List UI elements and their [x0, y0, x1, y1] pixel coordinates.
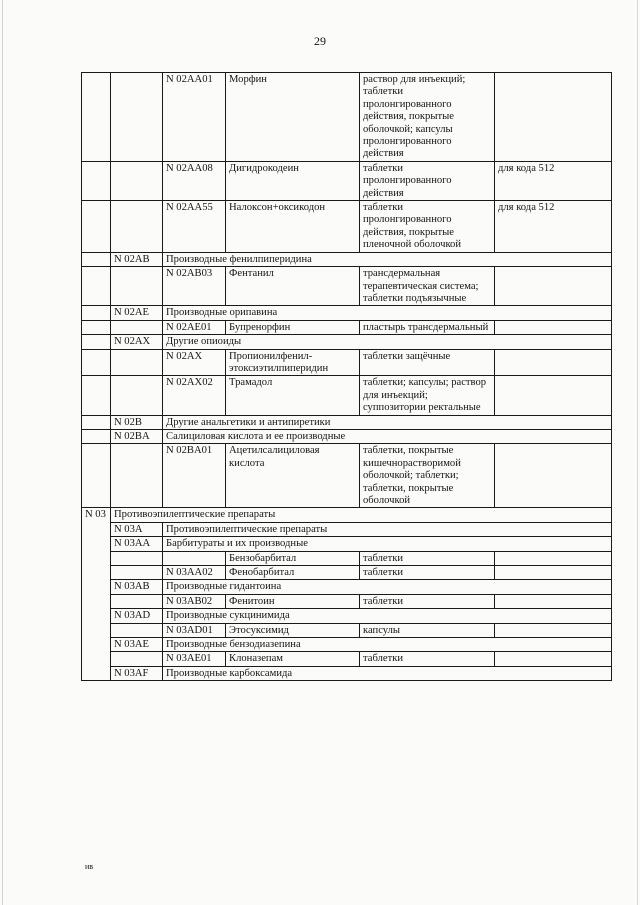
dosage-form-cell: капсулы [360, 623, 495, 637]
note-cell [495, 652, 612, 666]
drug-row [82, 161, 612, 200]
drug-name-cell: Ацетилсалициловая кислота [226, 444, 360, 508]
group-code-cell: N 03A [111, 522, 163, 536]
note-cell: для кода 512 [495, 161, 612, 200]
section-code-cell [82, 73, 111, 162]
atc-code-cell [163, 551, 226, 565]
drug-name-cell: Бупренорфин [226, 320, 360, 334]
dosage-form-cell: таблетки; капсулы; раствор для инъекций; суппозитории ректальные [360, 376, 495, 415]
group-code-cell [111, 623, 163, 637]
group-title-cell: Производные карбоксамида [163, 666, 612, 680]
scan-edge-right [637, 0, 638, 905]
drug-row [82, 201, 612, 253]
group-code-cell: N 03AE [111, 638, 163, 652]
section-code-cell [82, 429, 111, 443]
drug-name-cell: Клоназепам [226, 652, 360, 666]
group-code-cell: N 03AB [111, 580, 163, 594]
group-code-cell: N 02AX [111, 335, 163, 349]
dosage-form-cell: таблетки, покрытые кишечнорастворимой оболочкой; таблетки; таблетки, покрытые оболочкой [360, 444, 495, 508]
medication-table [81, 72, 612, 681]
note-cell [495, 349, 612, 376]
group-row [82, 252, 612, 266]
group-code-cell [111, 566, 163, 580]
group-code-cell: N 03AA [111, 537, 163, 551]
group-row [82, 537, 612, 551]
group-code-cell [111, 376, 163, 415]
group-row [82, 522, 612, 536]
group-title-cell: Другие опиоиды [163, 335, 612, 349]
group-row [82, 666, 612, 680]
dosage-form-cell: таблетки [360, 594, 495, 608]
note-cell [495, 566, 612, 580]
dosage-form-cell: таблетки пролонгированного действия [360, 161, 495, 200]
section-code-cell [82, 444, 111, 508]
dosage-form-cell: таблетки защёчные [360, 349, 495, 376]
group-title-cell: Производные фенилпиперидина [163, 252, 612, 266]
group-title-cell: Другие анальгетики и антипиретики [163, 415, 612, 429]
drug-row [82, 267, 612, 306]
dosage-form-cell: таблетки пролонгированного действия, покрытые пленочной оболочкой [360, 201, 495, 253]
atc-code-cell: N 03AA02 [163, 566, 226, 580]
drug-row [82, 623, 612, 637]
page-number: 29 [314, 34, 326, 48]
group-code-cell [111, 73, 163, 162]
atc-code-cell: N 02AA08 [163, 161, 226, 200]
group-code-cell [111, 201, 163, 253]
group-row [82, 429, 612, 443]
group-code-cell [111, 320, 163, 334]
atc-code-cell: N 02AA55 [163, 201, 226, 253]
note-cell [495, 551, 612, 565]
group-code-cell: N 02AB [111, 252, 163, 266]
drug-row [82, 376, 612, 415]
scan-edge-left [2, 0, 3, 905]
drug-row [82, 320, 612, 334]
group-row [82, 335, 612, 349]
section-code-cell [82, 267, 111, 306]
dosage-form-cell: таблетки [360, 551, 495, 565]
section-code-cell [82, 201, 111, 253]
dosage-form-cell: трансдермальная терапевтическая система; таблетки подъязычные [360, 267, 495, 306]
section-code-cell [82, 306, 111, 320]
atc-code-cell: N 03AD01 [163, 623, 226, 637]
drug-row [82, 349, 612, 376]
note-cell: для кода 512 [495, 201, 612, 253]
section-code-cell [82, 252, 111, 266]
dosage-form-cell: таблетки [360, 652, 495, 666]
section-code-cell [82, 320, 111, 334]
atc-code-cell: N 02AX02 [163, 376, 226, 415]
drug-name-cell: Дигидрокодеин [226, 161, 360, 200]
group-title-cell: Барбитураты и их производные [163, 537, 612, 551]
atc-code-cell: N 03AE01 [163, 652, 226, 666]
note-cell [495, 594, 612, 608]
drug-name-cell: Налоксон+оксикодон [226, 201, 360, 253]
group-code-cell [111, 161, 163, 200]
group-title-cell: Производные сукцинимида [163, 609, 612, 623]
group-title-cell: Производные гидантоина [163, 580, 612, 594]
drug-name-cell: Пропионилфенил-этоксиэтилпиперидин [226, 349, 360, 376]
group-code-cell: N 02BA [111, 429, 163, 443]
group-row [82, 609, 612, 623]
section-code-cell [82, 335, 111, 349]
drug-name-cell: Фентанил [226, 267, 360, 306]
section-code-cell [82, 415, 111, 429]
atc-code-cell: N 02AE01 [163, 320, 226, 334]
group-code-cell: N 03AD [111, 609, 163, 623]
note-cell [495, 320, 612, 334]
group-code-cell [111, 267, 163, 306]
drug-name-cell: Этосуксимид [226, 623, 360, 637]
drug-name-cell: Фенобарбитал [226, 566, 360, 580]
group-row [82, 415, 612, 429]
group-code-cell [111, 652, 163, 666]
group-title-cell: Производные бензодиазепина [163, 638, 612, 652]
dosage-form-cell: таблетки [360, 566, 495, 580]
atc-code-cell: N 02BA01 [163, 444, 226, 508]
group-title-cell: Салициловая кислота и ее производные [163, 429, 612, 443]
note-cell [495, 73, 612, 162]
drug-name-cell: Морфин [226, 73, 360, 162]
drug-name-cell: Фенитоин [226, 594, 360, 608]
atc-code-cell: N 03AB02 [163, 594, 226, 608]
section-title-cell: Противоэпилептические препараты [111, 508, 612, 522]
drug-row [82, 73, 612, 162]
drug-row [82, 594, 612, 608]
section-code-cell [82, 376, 111, 415]
atc-code-cell: N 02AX [163, 349, 226, 376]
note-cell [495, 267, 612, 306]
section-code-cell [82, 161, 111, 200]
drug-row [82, 566, 612, 580]
group-code-cell [111, 594, 163, 608]
section-code-cell [82, 349, 111, 376]
note-cell [495, 444, 612, 508]
group-row [82, 638, 612, 652]
group-code-cell [111, 349, 163, 376]
drug-row [82, 551, 612, 565]
group-row [82, 580, 612, 594]
group-row [82, 306, 612, 320]
group-title-cell: Производные орипавина [163, 306, 612, 320]
dosage-form-cell: раствор для инъекций; таблетки пролонгированного действия, покрытые оболочкой; капсулы пролонгированного действия [360, 73, 495, 162]
section-code-cell: N 03 [82, 508, 111, 681]
group-code-cell: N 02B [111, 415, 163, 429]
group-code-cell: N 03AF [111, 666, 163, 680]
atc-code-cell: N 02AB03 [163, 267, 226, 306]
group-title-cell: Противоэпилептические препараты [163, 522, 612, 536]
atc-code-cell: N 02AA01 [163, 73, 226, 162]
footer-mark: ив [85, 862, 94, 871]
drug-row [82, 652, 612, 666]
section-row [82, 508, 612, 522]
group-code-cell: N 02AE [111, 306, 163, 320]
group-code-cell [111, 551, 163, 565]
group-code-cell [111, 444, 163, 508]
drug-name-cell: Бензобарбитал [226, 551, 360, 565]
drug-row [82, 444, 612, 508]
note-cell [495, 623, 612, 637]
dosage-form-cell: пластырь трансдермальный [360, 320, 495, 334]
note-cell [495, 376, 612, 415]
drug-name-cell: Трамадол [226, 376, 360, 415]
